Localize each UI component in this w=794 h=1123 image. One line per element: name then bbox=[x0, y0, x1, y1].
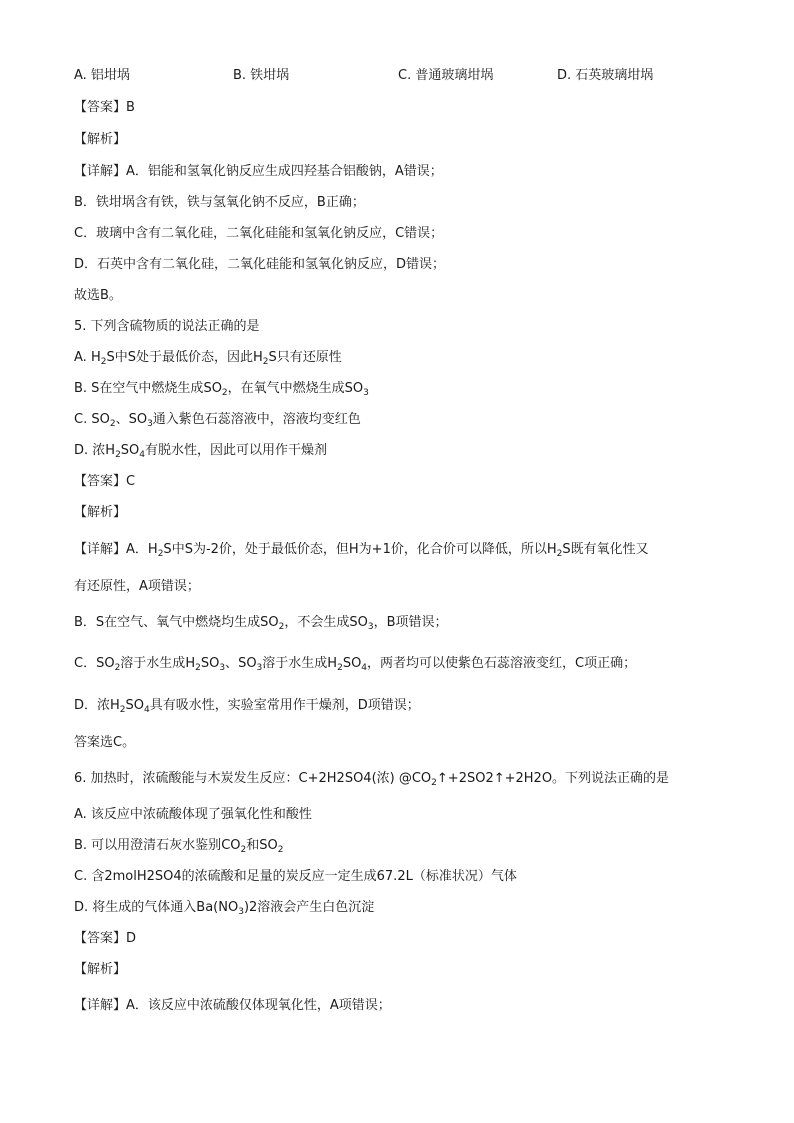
q6-option-b: B. 可以用澄清石灰水鉴别$CO_2$和$SO_2$ bbox=[74, 838, 284, 855]
q5-detail-b: B．S在空气、氧气中燃烧均生成$SO_2$，不会生成$SO_3$，B项错误； bbox=[74, 615, 448, 632]
q5-detail-a-line1: 【详解】A．$H_2S$中S为-2价，处于最低价态，但H为+1价，化合价可以降低，所以$H_2S$既有氧化性又 bbox=[74, 542, 649, 559]
q6-answer: 【答案】D bbox=[74, 931, 137, 946]
q5-stem: 5. 下列含硫物质的说法正确的是 bbox=[74, 319, 260, 334]
q4-conclusion: 故选B。 bbox=[74, 288, 122, 303]
q5-detail-d: D．浓$H_2SO_4$具有吸水性，实验室常用作干燥剂，D项错误； bbox=[74, 698, 420, 715]
q4-detail-b: B．铁坩埚含有铁，铁与氢氧化钠不反应，B正确； bbox=[74, 195, 365, 210]
q4-answer: 【答案】B bbox=[74, 100, 135, 115]
q5-option-d: D. 浓$H_2SO_4$有脱水性，因此可以用作干燥剂 bbox=[74, 443, 328, 460]
q5-option-a: A. $H_2S$中S处于最低价态，因此$H_2S$只有还原性 bbox=[74, 350, 342, 367]
q4-detail-d: D．石英中含有二氧化硅，二氧化硅能和氢氧化钠反应，D错误； bbox=[74, 257, 446, 272]
q4-detail-a: 【详解】A．铝能和氢氧化钠反应生成四羟基合铝酸钠，A错误； bbox=[74, 164, 443, 179]
q4-detail-c: C．玻璃中含有二氧化硅，二氧化硅能和氢氧化钠反应，C错误； bbox=[74, 226, 444, 241]
q4-analysis-heading: 【解析】 bbox=[74, 132, 127, 147]
q6-stem: 6. 加热时，浓硫酸能与木炭发生反应：C+2H2SO4(浓) $@CO_2↑+2SO2↑+2H2O$。下列说法正确的是 bbox=[74, 771, 670, 788]
q6-option-c: C. 含2molH2SO4的浓硫酸和足量的炭反应一定生成67.2L（标准状况）气体 bbox=[74, 869, 517, 884]
q5-analysis-heading: 【解析】 bbox=[74, 505, 127, 520]
q4-option-a: A. 铝坩埚 bbox=[74, 68, 130, 83]
q6-detail-a: 【详解】A．该反应中浓硫酸仅体现氧化性，A项错误； bbox=[74, 998, 391, 1013]
q6-analysis-heading: 【解析】 bbox=[74, 962, 127, 977]
q4-option-c: C. 普通玻璃坩埚 bbox=[398, 68, 494, 83]
q6-option-d: D. 将生成的气体通入$Ba(NO_3)2$溶液会产生白色沉淀 bbox=[74, 900, 375, 917]
q4-option-b: B. 铁坩埚 bbox=[233, 68, 290, 83]
q4-option-d: D. 石英玻璃坩埚 bbox=[557, 68, 654, 83]
q5-detail-a-line2: 有还原性，A项错误； bbox=[74, 579, 200, 594]
q5-conclusion: 答案选C。 bbox=[74, 735, 136, 750]
q5-option-c: C. $SO_2$、$SO_3$通入紫色石蕊溶液中，溶液均变红色 bbox=[74, 412, 361, 429]
q5-answer: 【答案】C bbox=[74, 474, 136, 489]
q5-detail-c: C．$SO_2$溶于水生成$H_2SO_3$、$SO_3$溶于水生成$H_2SO_4$，两者均可以使紫色石蕊溶液变红，C项正确； bbox=[74, 656, 637, 673]
q6-option-a: A. 该反应中浓硫酸体现了强氧化性和酸性 bbox=[74, 807, 312, 822]
q5-option-b: B. S在空气中燃烧生成$SO_2$，在氧气中燃烧生成$SO_3$ bbox=[74, 381, 369, 398]
